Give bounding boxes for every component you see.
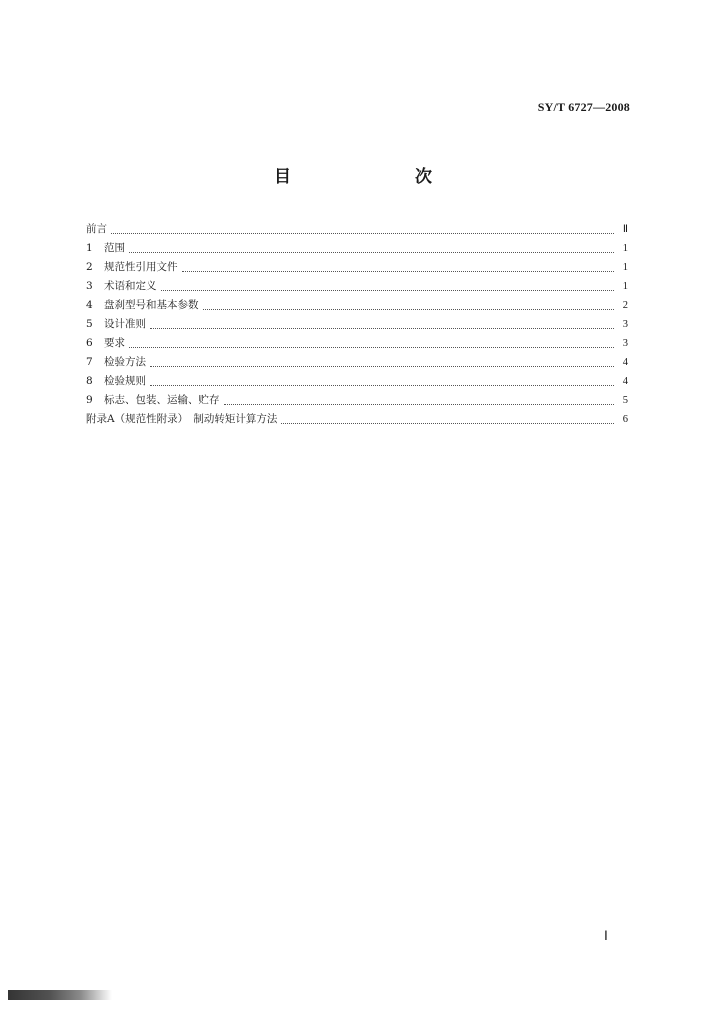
toc-entry-number: 1 — [86, 242, 93, 254]
page-number: Ⅰ — [604, 928, 608, 943]
toc-dot-leader — [150, 366, 614, 367]
toc-entry-page: 2 — [622, 300, 628, 311]
toc-dot-leader — [129, 347, 614, 348]
toc-entry-page: 1 — [622, 243, 628, 254]
toc-entry-annex-a[interactable] — [86, 410, 628, 429]
table-of-contents — [86, 220, 628, 429]
toc-entry-number: 4 — [86, 299, 93, 311]
toc-entry-6[interactable] — [86, 334, 628, 353]
toc-entry-label: 设计准则 — [104, 318, 146, 330]
toc-entry-label: 标志、包装、运输、贮存 — [104, 394, 220, 406]
toc-entry-page: 6 — [622, 414, 628, 425]
toc-dot-leader — [224, 404, 615, 405]
toc-dot-leader — [182, 271, 615, 272]
toc-entry-2[interactable] — [86, 258, 628, 277]
toc-dot-leader — [161, 290, 615, 291]
standard-code: SY/T 6727—2008 — [537, 100, 630, 114]
toc-entry-label: 范围 — [104, 242, 125, 254]
toc-dot-leader — [111, 233, 614, 234]
toc-entry-7[interactable] — [86, 353, 628, 372]
toc-entry-label: 盘刹型号和基本参数 — [104, 299, 199, 311]
toc-entry-label: 检验方法 — [104, 356, 146, 368]
toc-entry-number: 5 — [86, 318, 93, 330]
toc-entry-label: 附录A（规范性附录） 制动转矩计算方法 — [86, 413, 278, 425]
toc-entry-label: 检验规则 — [104, 375, 146, 387]
toc-entry-number: 7 — [86, 356, 93, 368]
toc-entry-page: 3 — [622, 338, 628, 349]
toc-entry-page: 5 — [622, 395, 628, 406]
toc-entry-page: 1 — [622, 281, 628, 292]
toc-dot-leader — [129, 252, 614, 253]
toc-entry-page: 3 — [622, 319, 628, 330]
toc-entry-page: 4 — [622, 376, 628, 387]
toc-dot-leader — [203, 309, 615, 310]
toc-entry-label: 术语和定义 — [104, 280, 157, 292]
toc-entry-foreword[interactable] — [86, 220, 628, 239]
toc-entry-page: 1 — [622, 262, 628, 273]
toc-entry-3[interactable] — [86, 277, 628, 296]
toc-entry-number: 2 — [86, 261, 93, 273]
toc-title: 目 次 — [274, 167, 462, 187]
toc-entry-label: 规范性引用文件 — [104, 261, 178, 273]
toc-entry-label: 前言 — [86, 223, 107, 235]
toc-entry-9[interactable] — [86, 391, 628, 410]
toc-dot-leader — [281, 423, 614, 424]
toc-entry-number: 6 — [86, 337, 93, 349]
toc-entry-page: 4 — [622, 357, 628, 368]
toc-entry-number: 8 — [86, 375, 93, 387]
toc-entry-label: 要求 — [104, 337, 125, 349]
toc-entry-8[interactable] — [86, 372, 628, 391]
toc-entry-5[interactable] — [86, 315, 628, 334]
toc-dot-leader — [150, 328, 614, 329]
toc-entry-1[interactable] — [86, 239, 628, 258]
toc-dot-leader — [150, 385, 614, 386]
toc-entry-page: Ⅱ — [622, 224, 628, 235]
toc-entry-number: 9 — [86, 394, 93, 406]
scan-artifact-strip — [8, 990, 112, 1000]
toc-entry-number: 3 — [86, 280, 93, 292]
toc-entry-4[interactable] — [86, 296, 628, 315]
